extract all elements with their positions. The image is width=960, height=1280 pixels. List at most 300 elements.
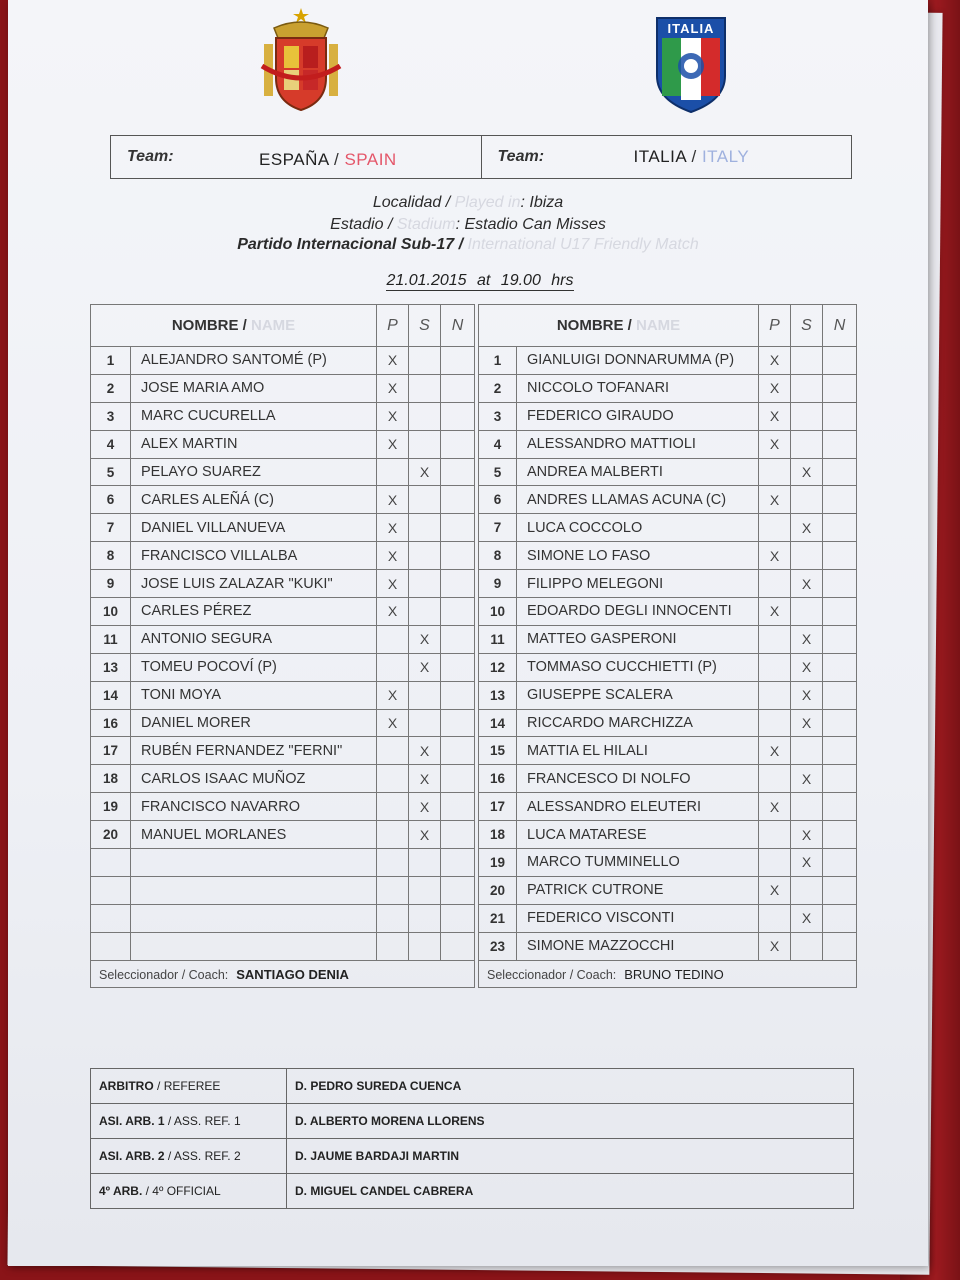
teams-header: [110, 135, 852, 179]
spain-empty-cell: [131, 932, 377, 960]
italy-player-name: EDOARDO DEGLI INNOCENTI: [517, 598, 759, 626]
spain-player-n-mark: [441, 458, 475, 486]
official-role-en: REFEREE: [163, 1079, 221, 1093]
official-role-es: 4º ARB.: [99, 1184, 143, 1198]
official-role-en: 4º OFFICIAL: [152, 1184, 221, 1198]
spain-empty-cell: [131, 904, 377, 932]
figc-crest-text: ITALIA: [667, 21, 715, 36]
italy-player-name: FEDERICO GIRAUDO: [517, 402, 759, 430]
spain-player-n-mark: [441, 486, 475, 514]
spain-player-name: CARLES PÉREZ: [131, 598, 377, 626]
official-role-es: ASI. ARB. 2: [99, 1149, 165, 1163]
italy-player-s-mark: [791, 374, 823, 402]
spain-empty-cell: [131, 849, 377, 877]
spain-empty-row: [91, 876, 475, 904]
locality-line: Localidad / Played in: Ibiza: [372, 194, 564, 211]
spain-player-p-mark: [377, 821, 409, 849]
locality-value: Ibiza: [529, 194, 564, 211]
spain-player-p-mark: [377, 737, 409, 765]
italy-player-n-mark: [823, 904, 857, 932]
spain-player-number: 6: [91, 486, 131, 514]
italy-player-name: ANDREA MALBERTI: [517, 458, 759, 486]
official-name: D. PEDRO SUREDA CUENCA: [287, 1069, 854, 1104]
italy-player-s-mark: [791, 598, 823, 626]
spain-roster-body: [91, 347, 475, 961]
spain-empty-row: [91, 932, 475, 960]
italy-player-number: 16: [479, 765, 517, 793]
official-role-separator: /: [164, 1114, 174, 1128]
spain-player-p-mark: X: [377, 514, 409, 542]
spain-player-name: ALEX MARTIN: [131, 430, 377, 458]
spain-player-n-mark: [441, 765, 475, 793]
spain-player-s-mark: X: [409, 793, 441, 821]
italy-player-n-mark: [823, 932, 857, 960]
spain-player-row: [91, 625, 475, 653]
official-name: D. MIGUEL CANDEL CABRERA: [287, 1174, 854, 1209]
italy-player-row: [479, 849, 857, 877]
stadium-label-en: Stadium: [396, 216, 456, 233]
italy-player-n-mark: [823, 681, 857, 709]
official-role-en: ASS. REF. 2: [173, 1149, 241, 1163]
spain-player-name: RUBÉN FERNANDEZ "FERNI": [131, 737, 377, 765]
spain-player-s-mark: X: [409, 821, 441, 849]
spain-player-s-mark: [409, 598, 441, 626]
spain-player-name: DANIEL VILLANUEVA: [131, 514, 377, 542]
italy-player-name: SIMONE MAZZOCCHI: [517, 932, 759, 960]
spain-player-s-mark: [409, 374, 441, 402]
italy-player-name: GIUSEPPE SCALERA: [517, 681, 759, 709]
italy-player-p-mark: X: [759, 430, 791, 458]
spain-player-row: [91, 514, 475, 542]
italy-player-row: [479, 681, 857, 709]
spain-player-p-mark: [377, 625, 409, 653]
officials-body: [91, 1069, 854, 1209]
italy-player-p-mark: X: [759, 374, 791, 402]
italy-player-p-mark: [759, 653, 791, 681]
spain-empty-cell: [91, 904, 131, 932]
spain-player-s-mark: [409, 402, 441, 430]
stadium-label: Estadio: [330, 216, 384, 233]
italy-player-number: 18: [479, 821, 517, 849]
spain-player-number: 9: [91, 570, 131, 598]
spain-player-s-mark: [409, 570, 441, 598]
italy-player-p-mark: X: [759, 793, 791, 821]
spain-empty-cell: [131, 876, 377, 904]
spain-player-number: 2: [91, 374, 131, 402]
italy-coach-cell: [479, 960, 857, 988]
italy-player-name: MATTEO GASPERONI: [517, 625, 759, 653]
italy-name-header: NOMBRE / NAME: [479, 305, 759, 347]
spain-player-row: [91, 681, 475, 709]
italy-player-name: MATTIA EL HILALI: [517, 737, 759, 765]
official-role-separator: /: [153, 1079, 164, 1093]
italy-player-number: 9: [479, 570, 517, 598]
italy-player-row: [479, 653, 857, 681]
match-at: at: [477, 272, 491, 289]
spain-player-n-mark: [441, 374, 475, 402]
italy-player-s-mark: [791, 402, 823, 430]
italy-player-row: [479, 876, 857, 904]
italy-player-number: 23: [479, 932, 517, 960]
spain-player-n-mark: [441, 542, 475, 570]
stadium-line: Estadio / Stadium: Estadio Can Misses: [330, 216, 606, 233]
italy-player-row: [479, 347, 857, 375]
italy-player-row: [479, 458, 857, 486]
italy-player-s-mark: X: [791, 849, 823, 877]
away-team-en: ITALY: [701, 147, 750, 166]
spain-player-p-mark: [377, 793, 409, 821]
italy-player-number: 1: [479, 347, 517, 375]
official-role: [91, 1139, 287, 1174]
locality-label-en: Played in: [454, 194, 521, 211]
spain-player-row: [91, 653, 475, 681]
spain-player-n-mark: [441, 402, 475, 430]
spain-player-n-mark: [441, 681, 475, 709]
italy-roster-table: [478, 304, 857, 988]
italy-player-row: [479, 402, 857, 430]
stadium-value: Estadio Can Misses: [464, 216, 606, 233]
officials-table: [90, 1068, 854, 1209]
away-team-cell: [481, 136, 852, 178]
official-role-separator: /: [142, 1184, 153, 1198]
away-team-it: ITALIA: [633, 147, 687, 166]
spain-empty-cell: [377, 876, 409, 904]
italy-player-n-mark: [823, 374, 857, 402]
italy-player-s-mark: [791, 793, 823, 821]
spain-player-s-mark: [409, 514, 441, 542]
italy-player-number: 2: [479, 374, 517, 402]
spain-player-number: 4: [91, 430, 131, 458]
italy-player-s-mark: [791, 430, 823, 458]
spain-player-name: DANIEL MORER: [131, 709, 377, 737]
spain-empty-cell: [441, 876, 475, 904]
italy-coach-name: BRUNO TEDINO: [624, 966, 724, 982]
italy-player-p-mark: X: [759, 542, 791, 570]
spain-player-s-mark: X: [409, 737, 441, 765]
spain-player-row: [91, 765, 475, 793]
spain-player-row: [91, 793, 475, 821]
spain-coach-name: SANTIAGO DENIA: [236, 966, 349, 982]
italy-player-p-mark: X: [759, 737, 791, 765]
spain-player-n-mark: [441, 514, 475, 542]
italy-player-name: MARCO TUMMINELLO: [517, 849, 759, 877]
italy-coach-label: Seleccionador / Coach:: [487, 967, 617, 982]
spain-empty-cell: [441, 932, 475, 960]
spain-player-name: MANUEL MORLANES: [131, 821, 377, 849]
official-role-separator: /: [164, 1149, 174, 1163]
spain-empty-row: [91, 849, 475, 877]
competition-value: Partido Internacional Sub-17: [237, 236, 455, 253]
spain-player-p-mark: X: [377, 486, 409, 514]
spain-player-name: JOSE LUIS ZALAZAR "KUKI": [131, 570, 377, 598]
spain-player-s-mark: [409, 430, 441, 458]
spain-player-name: CARLES ALEÑÁ (C): [131, 486, 377, 514]
spain-player-number: 5: [91, 458, 131, 486]
italy-player-n-mark: [823, 625, 857, 653]
spain-player-n-mark: [441, 598, 475, 626]
spain-empty-cell: [91, 876, 131, 904]
italy-player-name: SIMONE LO FASO: [517, 542, 759, 570]
spain-player-row: [91, 402, 475, 430]
italy-player-p-mark: [759, 904, 791, 932]
spain-empty-row: [91, 904, 475, 932]
spain-empty-cell: [91, 932, 131, 960]
italy-player-number: 12: [479, 653, 517, 681]
italy-coach-row: [479, 960, 857, 988]
italy-player-s-mark: X: [791, 653, 823, 681]
italy-player-n-mark: [823, 347, 857, 375]
italy-player-name: GIANLUIGI DONNARUMMA (P): [517, 347, 759, 375]
italy-player-name: PATRICK CUTRONE: [517, 876, 759, 904]
italy-player-row: [479, 821, 857, 849]
italy-player-s-mark: [791, 932, 823, 960]
italy-s-header: S: [791, 305, 823, 347]
spain-player-name: CARLOS ISAAC MUÑOZ: [131, 765, 377, 793]
italy-roster-body: [479, 347, 857, 961]
italy-player-s-mark: X: [791, 904, 823, 932]
italy-player-number: 19: [479, 849, 517, 877]
spain-player-name: ALEJANDRO SANTOMÉ (P): [131, 347, 377, 375]
italy-player-s-mark: X: [791, 625, 823, 653]
spain-player-name: MARC CUCURELLA: [131, 402, 377, 430]
spain-coach-row: [91, 960, 475, 988]
spain-empty-cell: [377, 849, 409, 877]
spain-player-n-mark: [441, 347, 475, 375]
spain-player-name: TOMEU POCOVÍ (P): [131, 653, 377, 681]
home-team-separator: /: [328, 150, 345, 169]
italy-player-p-mark: X: [759, 876, 791, 904]
italy-player-p-mark: X: [759, 932, 791, 960]
spain-player-s-mark: X: [409, 765, 441, 793]
away-team-separator: /: [686, 147, 702, 166]
italy-player-row: [479, 598, 857, 626]
italy-player-p-mark: [759, 514, 791, 542]
spain-player-number: 7: [91, 514, 131, 542]
spain-player-s-mark: [409, 347, 441, 375]
spain-empty-cell: [409, 849, 441, 877]
spain-player-n-mark: [441, 653, 475, 681]
italy-player-number: 10: [479, 598, 517, 626]
rfef-crest-logo: [256, 6, 346, 118]
spain-player-name: FRANCISCO VILLALBA: [131, 542, 377, 570]
spain-player-name: TONI MOYA: [131, 681, 377, 709]
spain-player-row: [91, 542, 475, 570]
spain-roster-table: [90, 304, 475, 988]
italy-player-row: [479, 430, 857, 458]
italy-player-s-mark: X: [791, 570, 823, 598]
italy-player-n-mark: [823, 737, 857, 765]
spain-empty-cell: [409, 932, 441, 960]
spain-player-number: 16: [91, 709, 131, 737]
spain-p-header: P: [377, 305, 409, 347]
spain-player-number: 3: [91, 402, 131, 430]
italy-player-n-mark: [823, 542, 857, 570]
competition-value-en: International U17 Friendly Match: [467, 236, 699, 253]
spain-empty-cell: [409, 904, 441, 932]
italy-player-p-mark: [759, 570, 791, 598]
spain-s-header: S: [409, 305, 441, 347]
italy-player-p-mark: [759, 821, 791, 849]
spain-player-p-mark: X: [377, 347, 409, 375]
italy-player-name: RICCARDO MARCHIZZA: [517, 709, 759, 737]
italy-player-number: 3: [479, 402, 517, 430]
italy-player-n-mark: [823, 653, 857, 681]
spain-player-n-mark: [441, 625, 475, 653]
italy-player-n-mark: [823, 570, 857, 598]
official-role: [91, 1069, 287, 1104]
italy-player-number: 21: [479, 904, 517, 932]
spain-player-p-mark: X: [377, 598, 409, 626]
italy-player-name: LUCA COCCOLO: [517, 514, 759, 542]
italy-p-header: P: [759, 305, 791, 347]
spain-player-p-mark: [377, 458, 409, 486]
italy-player-number: 14: [479, 709, 517, 737]
italy-player-n-mark: [823, 430, 857, 458]
spain-player-n-mark: [441, 570, 475, 598]
italy-player-name: FRANCESCO DI NOLFO: [517, 765, 759, 793]
italy-player-row: [479, 625, 857, 653]
italy-player-number: 5: [479, 458, 517, 486]
home-team-es: ESPAÑA: [259, 150, 329, 169]
italy-player-row: [479, 570, 857, 598]
italy-player-row: [479, 486, 857, 514]
italy-player-n-mark: [823, 765, 857, 793]
italy-player-n-mark: [823, 821, 857, 849]
spain-empty-cell: [377, 932, 409, 960]
home-team-label: Team:: [127, 148, 174, 165]
spain-player-n-mark: [441, 793, 475, 821]
spain-player-row: [91, 458, 475, 486]
spain-player-name: PELAYO SUAREZ: [131, 458, 377, 486]
spain-player-number: 19: [91, 793, 131, 821]
spain-player-p-mark: X: [377, 430, 409, 458]
italy-player-p-mark: X: [759, 486, 791, 514]
italy-player-p-mark: [759, 765, 791, 793]
spain-player-row: [91, 821, 475, 849]
italy-player-p-mark: [759, 849, 791, 877]
italy-player-n-mark: [823, 514, 857, 542]
spain-player-number: 13: [91, 653, 131, 681]
italy-player-n-mark: [823, 849, 857, 877]
italy-player-number: 13: [479, 681, 517, 709]
italy-player-row: [479, 904, 857, 932]
italy-player-name: FILIPPO MELEGONI: [517, 570, 759, 598]
spain-player-row: [91, 430, 475, 458]
italy-roster-header: [479, 305, 857, 347]
spain-empty-cell: [409, 876, 441, 904]
spain-player-s-mark: [409, 709, 441, 737]
spain-player-row: [91, 709, 475, 737]
italy-n-header: N: [823, 305, 857, 347]
italy-player-s-mark: [791, 542, 823, 570]
away-team-label: Team:: [497, 148, 545, 165]
spain-name-header-es: NOMBRE: [171, 317, 239, 334]
italy-player-n-mark: [823, 486, 857, 514]
italy-player-number: 20: [479, 876, 517, 904]
spain-player-s-mark: [409, 681, 441, 709]
spain-player-number: 10: [91, 598, 131, 626]
spain-player-p-mark: X: [377, 542, 409, 570]
italy-player-s-mark: X: [791, 514, 823, 542]
italy-player-row: [479, 932, 857, 960]
italy-player-name: LUCA MATARESE: [517, 821, 759, 849]
italy-player-p-mark: X: [759, 598, 791, 626]
spain-name-header-en: NAME: [251, 317, 296, 334]
home-team-en: SPAIN: [344, 150, 397, 169]
spain-player-s-mark: X: [409, 458, 441, 486]
official-name: D. ALBERTO MORENA LLORENS: [287, 1104, 854, 1139]
spain-player-s-mark: [409, 542, 441, 570]
italy-player-n-mark: [823, 598, 857, 626]
italy-player-s-mark: X: [791, 681, 823, 709]
italy-player-row: [479, 374, 857, 402]
spain-coach-cell: [91, 960, 475, 988]
italy-player-n-mark: [823, 709, 857, 737]
italy-player-name: TOMMASO CUCCHIETTI (P): [517, 653, 759, 681]
spain-player-number: 18: [91, 765, 131, 793]
spain-player-n-mark: [441, 821, 475, 849]
spain-player-s-mark: [409, 486, 441, 514]
spain-player-number: 14: [91, 681, 131, 709]
spain-player-number: 11: [91, 625, 131, 653]
italy-player-p-mark: X: [759, 402, 791, 430]
italy-player-s-mark: [791, 486, 823, 514]
spain-player-s-mark: X: [409, 653, 441, 681]
italy-player-n-mark: [823, 402, 857, 430]
official-row: [91, 1104, 854, 1139]
spain-n-header: N: [441, 305, 475, 347]
official-row: [91, 1069, 854, 1104]
spain-player-p-mark: X: [377, 681, 409, 709]
official-role: [91, 1174, 287, 1209]
spain-player-p-mark: [377, 653, 409, 681]
spain-player-p-mark: X: [377, 402, 409, 430]
italy-player-p-mark: [759, 681, 791, 709]
italy-player-s-mark: [791, 347, 823, 375]
away-team-name: [634, 147, 750, 167]
italy-player-name: ANDRES LLAMAS ACUNA (C): [517, 486, 759, 514]
italy-player-row: [479, 737, 857, 765]
official-role-en: ASS. REF. 1: [173, 1114, 241, 1128]
italy-player-s-mark: X: [791, 821, 823, 849]
italy-player-s-mark: X: [791, 709, 823, 737]
italy-player-row: [479, 793, 857, 821]
official-name: D. JAUME BARDAJI MARTIN: [287, 1139, 854, 1174]
spain-player-n-mark: [441, 430, 475, 458]
spain-player-number: 17: [91, 737, 131, 765]
spain-player-n-mark: [441, 737, 475, 765]
italy-player-s-mark: X: [791, 458, 823, 486]
italy-player-s-mark: [791, 876, 823, 904]
italy-name-header-es: NOMBRE: [556, 317, 624, 334]
figc-crest-logo: [654, 14, 728, 114]
italy-player-p-mark: [759, 458, 791, 486]
spain-player-p-mark: X: [377, 570, 409, 598]
italy-player-row: [479, 765, 857, 793]
italy-player-name: ALESSANDRO MATTIOLI: [517, 430, 759, 458]
spain-name-header: NOMBRE / NAME: [91, 305, 377, 347]
italy-player-number: 4: [479, 430, 517, 458]
italy-player-p-mark: [759, 709, 791, 737]
spain-player-number: 1: [91, 347, 131, 375]
spain-player-row: [91, 570, 475, 598]
match-datetime: [0, 272, 960, 290]
italy-player-name: ALESSANDRO ELEUTERI: [517, 793, 759, 821]
spain-player-row: [91, 347, 475, 375]
spain-empty-cell: [441, 849, 475, 877]
spain-player-number: 8: [91, 542, 131, 570]
spain-player-p-mark: X: [377, 709, 409, 737]
